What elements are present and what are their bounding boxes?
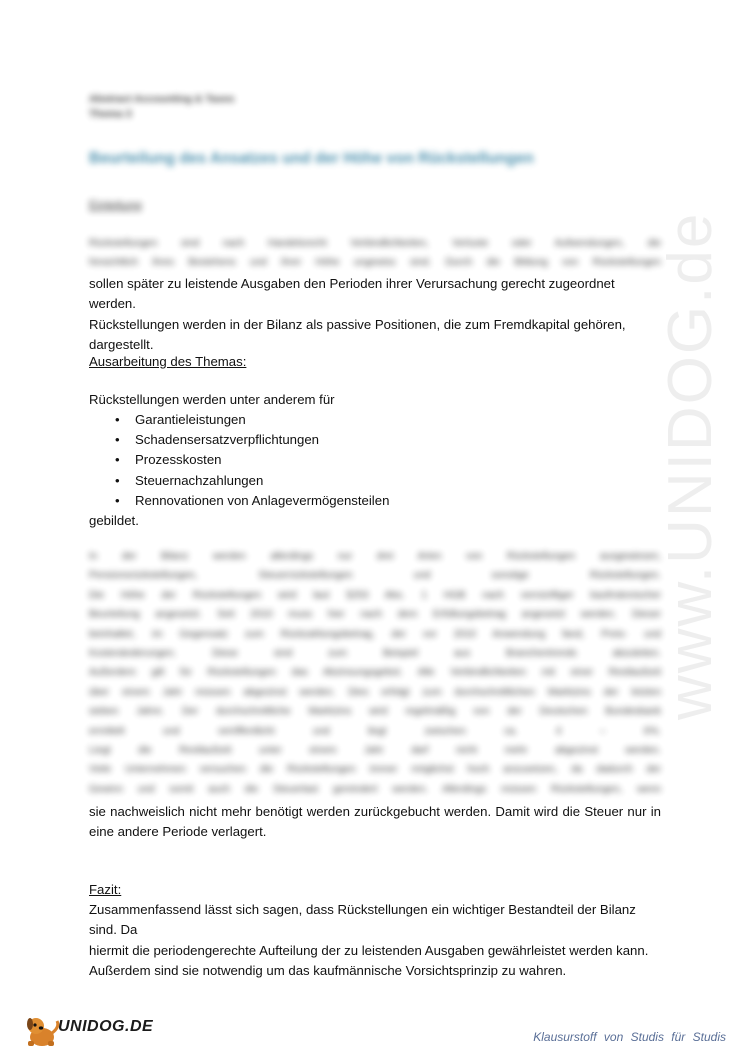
course-name: Abstract Accounting & Taxes (89, 93, 235, 105)
list-outro: gebildet. (89, 513, 139, 528)
dog-mascot-icon (22, 1013, 62, 1049)
list-item: • Rennovationen von Anlagevermögensteilen (115, 491, 389, 511)
text-line: Rückstellungen werden in der Bilanz als passive Positionen, die zum Fremdkapital gehören, (89, 316, 626, 332)
text-line: Liegt die Restlaufzeit unter einem Jahr darf nicht mehr abgezinst werden. (89, 745, 661, 757)
conclusion-heading: Fazit: (89, 882, 122, 897)
text-line: Zusammenfassend lässt sich sagen, dass Rückstellungen ein wichtiger Bestandteil der Bilanz sind. Da (89, 902, 636, 938)
list-item: • Garantieleistungen (115, 410, 389, 430)
text-line: über einem Jahr müssen abgezinst werden. Dies erfolgt zum durchschnittlichen Marktzins der letzten (89, 686, 661, 698)
topic-label: Thema 3 (89, 108, 132, 120)
document-title: Beurteilung des Ansatzes und der Höhe von Rückstellungen (89, 150, 534, 167)
body-blurred-text (89, 547, 661, 799)
text-line: Beurteilung angesetzt. Seit 2010 muss hier nach dem Erfüllungsbetrag angesetzt werden. Dieser (89, 609, 661, 621)
conclusion-paragraph (89, 900, 661, 981)
list-item: • Steuernachzahlungen (115, 471, 389, 491)
logo-text: UNIDOG.DE (58, 1018, 154, 1035)
text-line: Pensionsrückstellungen, Steuerrückstellungen und sonstige Rückstellungen. (89, 570, 661, 582)
list-intro: Rückstellungen werden unter anderem für (89, 392, 335, 407)
text-line: Außerdem sind sie notwendig um das kaufmännische Vorsichtsprinzip zu wahren. (89, 962, 567, 978)
watermark: www.UNIDOG.de (656, 211, 725, 720)
section-heading: Ausarbeitung des Themas: (89, 354, 247, 369)
text-line: Viele Unternehmen versuchen die Rückstellungen immer möglichst hoch anzusetzen, da dadurch der (89, 764, 661, 776)
text-line: Gewinn und somit auch die Steuerlast gemindert werden. Allerdings müssen Rückstellungen, wenn (89, 783, 661, 795)
list-item: • Prozesskosten (115, 450, 389, 470)
text-line: In der Bilanz werden allerdings nur drei Arten von Rückstellungen ausgewiesen, (89, 551, 661, 562)
text-line: beinhaltet, im Gegensatz zum Rückzahlungsbetrag, der vor 2010 Anwendung fand, Preis- und (89, 628, 661, 640)
text-line: eine andere Periode verlagert. (89, 824, 267, 840)
intro-heading: Einleitung (89, 198, 142, 212)
intro-paragraph (89, 274, 661, 355)
text-line: sie nachweislich nicht mehr benötigt werden zurückgebucht werden. Damit wird die Steuer nur in (89, 804, 661, 819)
text-line: hinsichtlich ihres Bestehens und ihrer Höhe ungewiss sind. Durch die Bildung von Rückstellungen (89, 257, 661, 269)
text-line: Kostenänderungen. Diese sind zum Beispiel aus Branchentrends abzuleiten. (89, 648, 661, 660)
text-line: dargestellt. (89, 336, 154, 352)
text-line: ermittelt und veröffentlicht und liegt zwischen ca. 4 – 6%. (89, 725, 661, 737)
provision-list (115, 410, 389, 511)
text-line: sieben Jahre. Der durchschnittliche Marktzins wird regelmäßig von der Deutschen Bundesbank (89, 706, 661, 718)
unidog-logo (22, 1013, 162, 1047)
document-header (89, 92, 234, 122)
text-line: Rückstellungen sind nach Handelsrecht Verbindlichkeiten, Verluste oder Aufwendungen, die (89, 238, 661, 249)
text-line: sollen später zu leistende Ausgaben den Perioden ihrer Verursachung gerecht zugeordnet werden. (89, 276, 615, 312)
text-line: Die Höhe der Rückstellungen wird laut §253 Abs. 1 HGB nach vernünftiger kaufmännischer (89, 589, 661, 601)
text-line: hiermit die periodengerechte Aufteilung der zu leistenden Ausgaben gewährleistet werden kann. (89, 942, 649, 958)
footer-tagline: Klausurstoff von Studis für Studis (533, 1030, 726, 1044)
text-line: Außerdem gilt für Rückstellungen das Abzinsungsgebot. Alle Verbindlichkeiten mit einer Restlaufzeit (89, 667, 661, 679)
list-item: • Schadensersatzverpflichtungen (115, 430, 389, 450)
intro-blurred-text (89, 234, 661, 273)
body-clear-paragraph (89, 802, 661, 843)
